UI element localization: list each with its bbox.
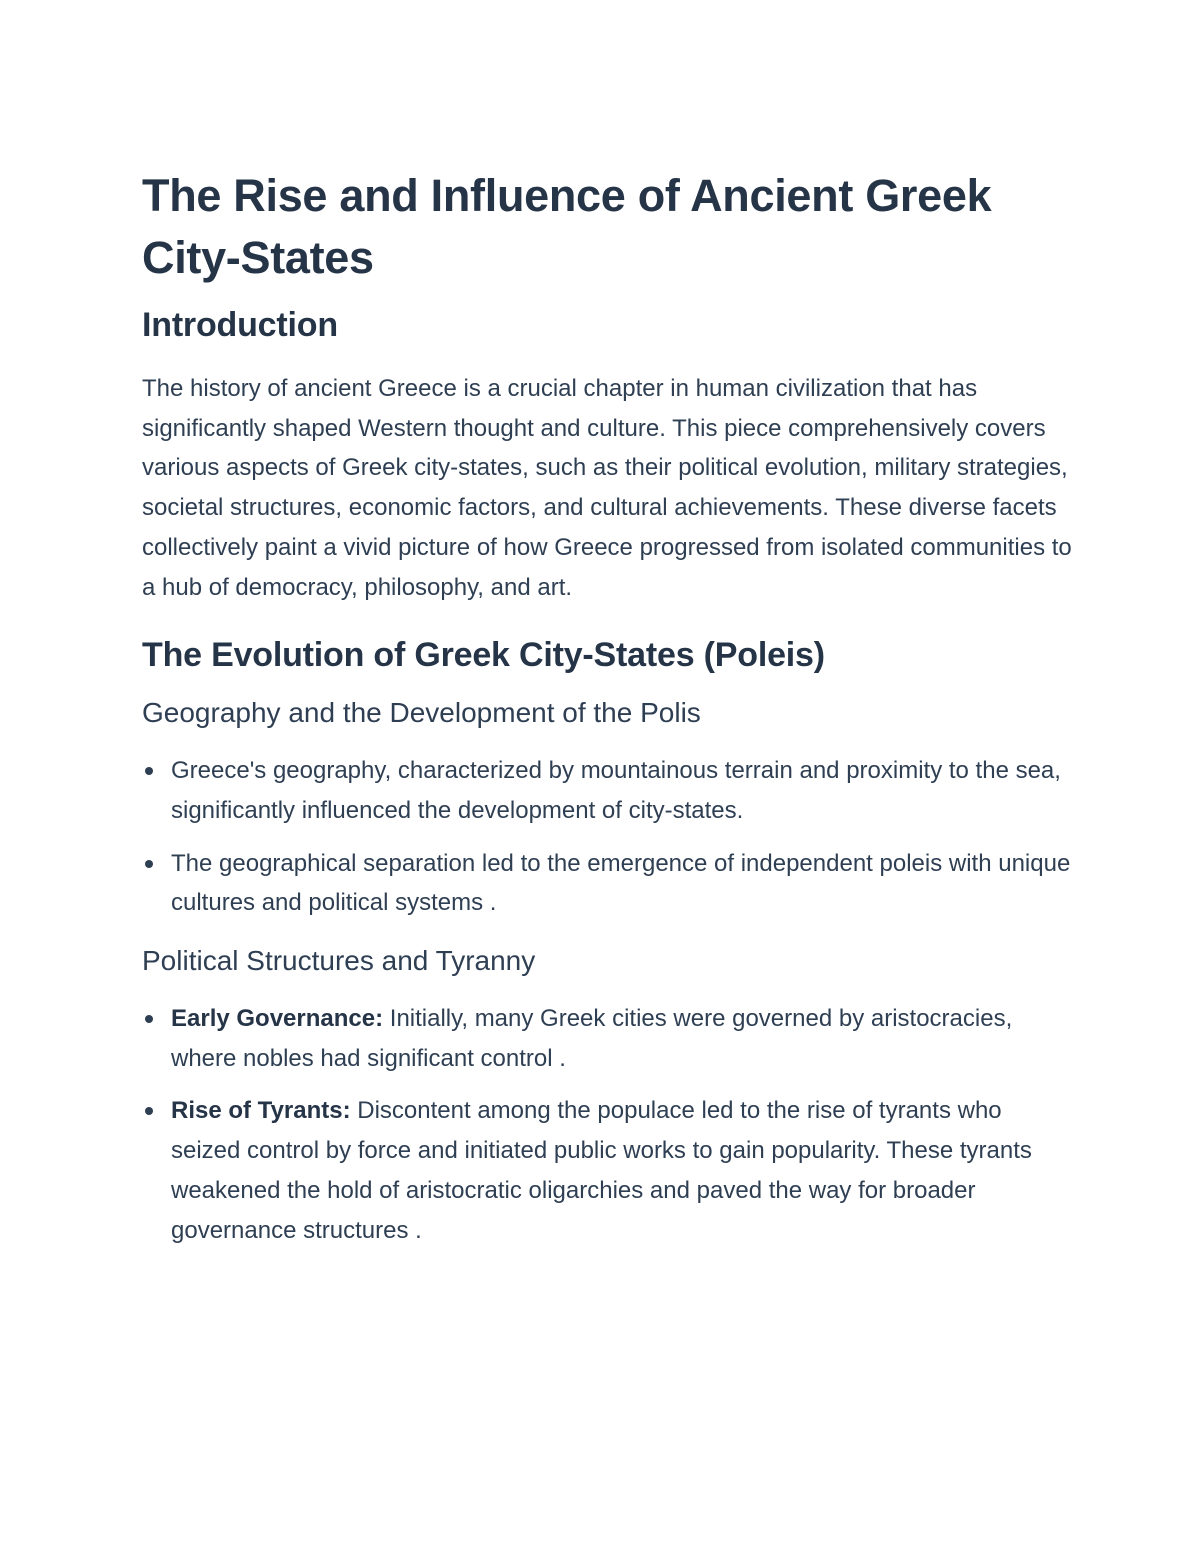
list-item-term: Rise of Tyrants:: [171, 1097, 351, 1125]
document-title: The Rise and Influence of Ancient Greek City-States: [142, 170, 992, 283]
list-item: [142, 751, 1072, 830]
bullet-icon: [145, 860, 153, 868]
political-subheading: Political Structures and Tyranny: [142, 945, 536, 977]
introduction-paragraph: The history of ancient Greece is a crucial chapter in human civilization that has significantly shaped Western thought and culture. This piece comprehensively covers various aspects of Greek city-states, such as their political evolution, military strategies, societal structures, economic factors, and cultural achievements. These diverse facets collectively paint a vivid picture of how Greece progressed from isolated communities to a hub of democracy, philosophy, and art.: [142, 375, 1072, 601]
list-item: [142, 1091, 1072, 1250]
bullet-icon: [145, 767, 153, 775]
document-page: [142, 165, 1072, 1263]
list-item: [142, 999, 1072, 1078]
geography-subheading: Geography and the Development of the Polis: [142, 697, 701, 729]
political-bullet-list: [142, 999, 1072, 1250]
geography-bullet-list: [142, 751, 1072, 923]
introduction-heading: Introduction: [142, 306, 338, 344]
list-item-text: The geographical separation led to the emergence of independent poleis with unique cultures and political systems .: [171, 849, 1071, 917]
evolution-heading: The Evolution of Greek City-States (Poleis): [142, 636, 825, 675]
list-item-text: Initially, many Greek cities were governed by aristocracies, where nobles had significant control .: [171, 1005, 1013, 1072]
list-item: [142, 844, 1072, 923]
list-item-text: Greece's geography, characterized by mountainous terrain and proximity to the sea, significantly influenced the development of city-states.: [171, 757, 1061, 824]
bullet-icon: [145, 1015, 153, 1023]
bullet-icon: [145, 1107, 153, 1115]
list-item-text: Discontent among the populace led to the rise of tyrants who seized control by force and initiated public works to gain popularity. These tyrants weakened the hold of aristocratic oligarchies and paved the way for broader governance structures .: [171, 1097, 1032, 1244]
list-item-term: Early Governance:: [171, 1005, 384, 1033]
